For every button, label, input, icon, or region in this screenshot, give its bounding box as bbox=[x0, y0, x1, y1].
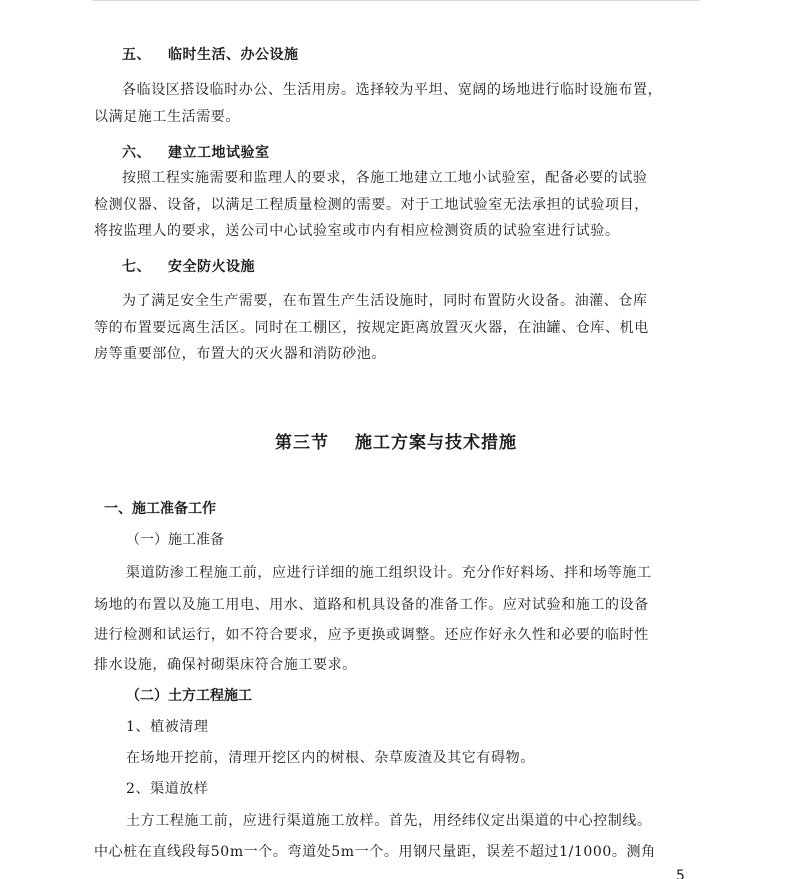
paragraph-line: 中心桩在直线段每50m一个。弯道处5m一个。用钢尺量距，误差不超过1/1000。测角 bbox=[94, 844, 656, 860]
item-title-layout: 2、渠道放样 bbox=[126, 781, 209, 797]
paragraph-line: 按照工程实施需要和监理人的要求，各施工地建立工地小试验室，配备必要的试验 bbox=[122, 170, 648, 186]
paragraph-line: 房等重要部位，布置大的灭火器和消防砂池。 bbox=[94, 346, 386, 362]
paragraph-line: 检测仪器、设备，以满足工程质量检测的需要。对于工地试验室无法承担的试验项目， bbox=[94, 197, 649, 213]
paragraph-line: 在场地开挖前，清理开挖区内的树根、杂草废渣及其它有碍物。 bbox=[126, 750, 535, 766]
heading-title: 建立工地试验室 bbox=[168, 145, 270, 161]
chapter-number: 第三节 bbox=[275, 433, 329, 453]
paragraph-line: 土方工程施工前，应进行渠道施工放样。首先，用经纬仪定出渠道的中心控制线。 bbox=[126, 813, 652, 829]
paragraph-line: 为了满足安全生产需要，在布置生产生活设施时，同时布置防火设备。油灌、仓库 bbox=[122, 293, 648, 309]
heading-temporary-facilities bbox=[122, 44, 299, 64]
heading-title: 安全防火设施 bbox=[168, 259, 255, 275]
page-number: 5 bbox=[676, 868, 685, 879]
chapter-title bbox=[0, 428, 792, 453]
heading-fire-safety bbox=[122, 256, 255, 276]
heading-number: 七、 bbox=[122, 259, 151, 275]
heading-title: 临时生活、办公设施 bbox=[168, 47, 299, 63]
item-title-vegetation: 1、植被清理 bbox=[126, 719, 209, 735]
paragraph-line: 场地的布置以及施工用电、用水、道路和机具设备的准备工作。应对试验和施工的设备 bbox=[94, 597, 649, 613]
paragraph-line: 各临设区搭设临时办公、生活用房。选择较为平坦、宽阔的场地进行临时设施布置， bbox=[122, 82, 663, 98]
paragraph-line: 等的布置要远离生活区。同时在工棚区，按规定距离放置灭火器，在油罐、仓库、机电 bbox=[94, 320, 649, 336]
heading-number: 五、 bbox=[122, 47, 151, 63]
paragraph-line: 排水设施，确保衬砌渠床符合施工要求。 bbox=[94, 657, 357, 673]
subheading-earthwork: （二）土方工程施工 bbox=[126, 688, 252, 704]
heading-construction-preparation: 一、施工准备工作 bbox=[104, 501, 216, 517]
subheading-preparation: （一）施工准备 bbox=[126, 532, 224, 548]
chapter-name: 施工方案与技术措施 bbox=[355, 433, 517, 453]
paragraph-line: 以满足施工生活需要。 bbox=[94, 109, 240, 125]
top-divider bbox=[92, 0, 700, 1]
heading-number: 六、 bbox=[122, 145, 151, 161]
paragraph-line: 渠道防渗工程施工前，应进行详细的施工组织设计。充分作好料场、拌和场等施工 bbox=[126, 565, 652, 581]
heading-site-laboratory bbox=[122, 142, 270, 162]
paragraph-line: 将按监理人的要求，送公司中心试验室或市内有相应检测资质的试验室进行试验。 bbox=[94, 223, 620, 239]
paragraph-line: 进行检测和试运行，如不符合要求，应予更换或调整。还应作好永久性和必要的临时性 bbox=[94, 627, 649, 643]
